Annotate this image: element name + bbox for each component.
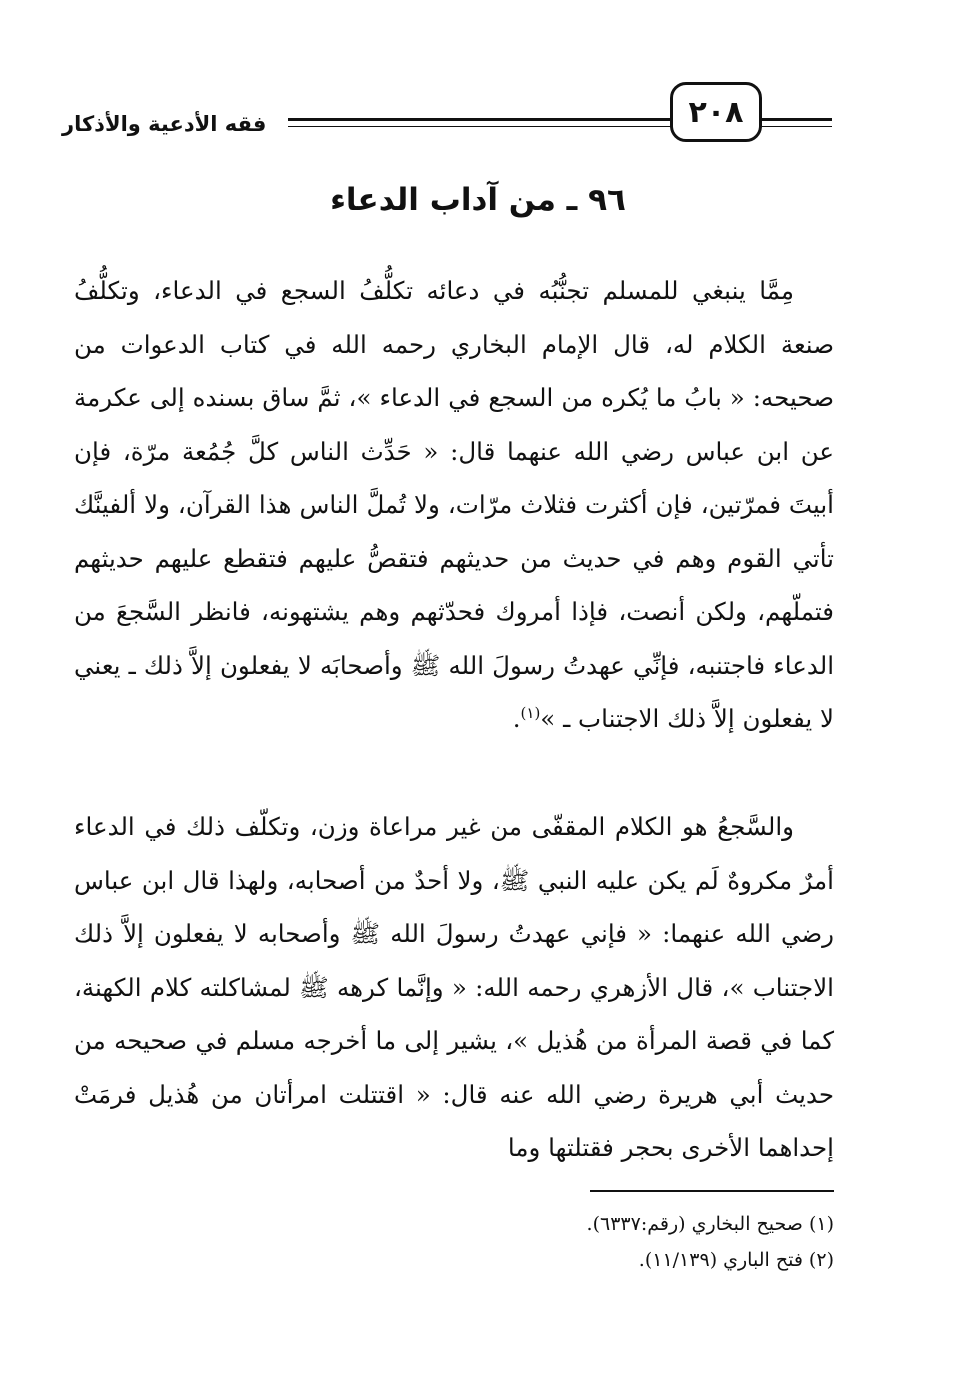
section-title: ٩٦ ـ من آداب الدعاء <box>330 182 626 218</box>
paragraph-text: والسَّجعُ هو الكلام المقفّى من غير مراعاة وزن، وتكلّف ذلك في الدعاء أمرٌ مكروهٌ لَم يكن عليه النبي ﷺ، ولا أحدٌ من أصحابه، ولهذا قال ابن عباس رضي الله عنهما: « فإني عهدتُ رسولَ الله ﷺ وأصحابه لا يفعلون إلاَّ ذلك الاجتناب »، قال الأزهري رحمه الله: « وإنَّما كرهه ﷺ لمشاكلته كلام الكهنة، كما في قصة المرأة من هُذيل »، يشير إلى ما أخرجه مسلم في صحيحه من حديث أبي هريرة رضي الله عنه قال: « اقتتلت امرأتان من هُذيل فرمَتْ إحداهما الأخرى بحجر فقتلتها وما <box>74 812 834 1162</box>
book-title: فقه الأدعية والأذكار <box>62 112 267 136</box>
footnote-separator <box>590 1190 834 1192</box>
footnote-1: (١) صحيح البخاري (رقم:٦٣٣٧). <box>586 1213 834 1235</box>
paragraph-text: مِمَّا ينبغي للمسلم تجنُّبُه في دعائه تكلُّفُ السجع في الدعاء، وتكلُّفُ صنعة الكلام له، قال الإمام البخاري رحمه الله في كتاب الدعوات من صحيحه: « بابُ ما يُكره من السجع في الدعاء »، ثمَّ ساق بسنده إلى عكرمة عن ابن عباس رضي الله عنهما قال: « حَدِّث الناس كلَّ جُمُعة مرّة، فإن أبيتَ فمرّتين، فإن أكثرت فثلاث مرّات، ولا تُملَّ الناس هذا القرآن، ولا ألفينَّك تأتي القوم وهم في حديث من حديثهم فتقصُّ عليهم فتقطع عليهم حديثهم فتملّهم، ولكن أنصت، فإذا أمروك فحدّثهم وهم يشتهونه، فانظر السَّجعَ من الدعاء فاجتنبه، فإنِّي عهدتُ رسولَ الله ﷺ وأصحابَه لا يفعلون إلاَّ ذلك ـ يعني لا يفعلون إلاَّ ذلك الاجتناب ـ » <box>74 276 834 733</box>
paragraph-1: مِمَّا ينبغي للمسلم تجنُّبُه في دعائه تكلُّفُ السجع في الدعاء، وتكلُّفُ صنعة الكلام له، قال الإمام البخاري رحمه الله في كتاب الدعوات من صحيحه: « بابُ ما يُكره من السجع في الدعاء »، ثمَّ ساق بسنده إلى عكرمة عن ابن عباس رضي الله عنهما قال: « حَدِّث الناس كلَّ جُمُعة مرّة، فإن أبيتَ فمرّتين، فإن أكثرت فثلاث مرّات، ولا تُملَّ الناس هذا القرآن، ولا ألفينَّك تأتي القوم وهم في حديث من حديثهم فتقصُّ عليهم فتقطع عليهم حديثهم فتملّهم، ولكن أنصت، فإذا أمروك فحدّثهم وهم يشتهونه، فانظر السَّجعَ من الدعاء فاجتنبه، فإنِّي عهدتُ رسولَ الله ﷺ وأصحابَه لا يفعلون إلاَّ ذلك ـ يعني لا يفعلون إلاَّ ذلك الاجتناب ـ »$^{(١)}$. <box>74 276 834 733</box>
footnote-ref-1: (١) <box>520 703 541 722</box>
running-header <box>62 82 832 152</box>
header-rule-thick <box>288 118 732 121</box>
header-rule-thin <box>762 126 832 127</box>
paragraph-2 <box>74 800 834 1175</box>
header-rule-thin <box>288 126 732 127</box>
footnotes <box>430 1206 834 1278</box>
page-number: ٢٠٨ <box>670 82 762 142</box>
footnote-2: (٢) فتح الباري (١١/١٣٩). <box>638 1249 834 1271</box>
header-rule-thick <box>762 118 832 121</box>
